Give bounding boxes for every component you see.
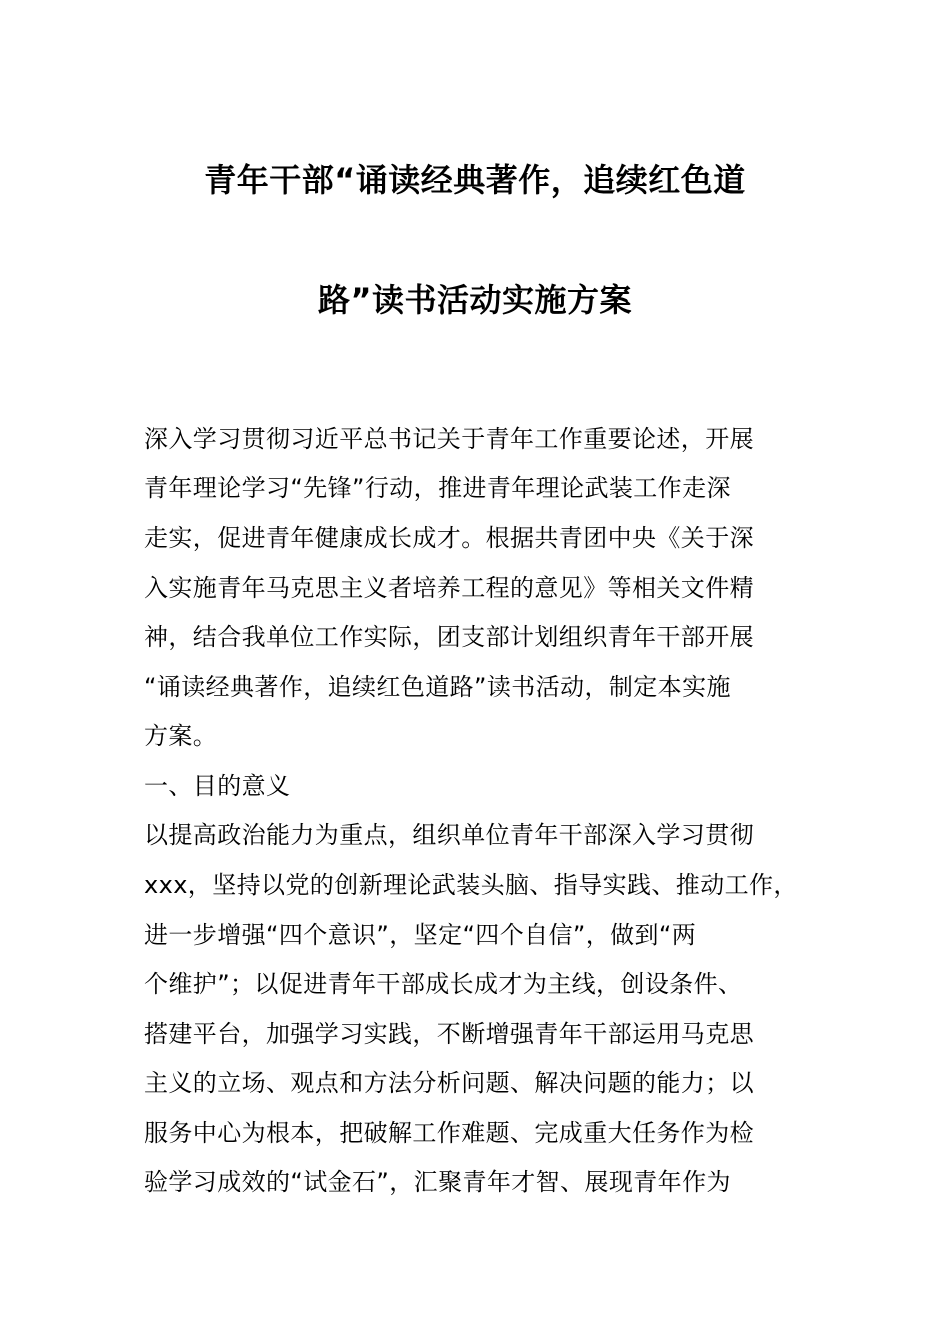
body-line-1: 深入学习贯彻习近平总书记关于青年工作重要论述，开展 bbox=[144, 425, 754, 453]
body-line-15: 服务中心为根本，把破解工作难题、完成重大任务作为检 bbox=[144, 1119, 754, 1147]
body-line-16: 验学习成效的“试金石”，汇聚青年才智、展现青年作为 bbox=[144, 1168, 731, 1196]
body-line-4: 入实施青年马克思主义者培养工程的意见》等相关文件精 bbox=[144, 574, 754, 602]
document-title-line-2: 路”读书活动实施方案 bbox=[317, 281, 633, 319]
body-line-11: 进一步增强“四个意识”，坚定“四个自信”，做到“两 bbox=[144, 921, 697, 949]
document-title-line-1: 青年干部“诵读经典著作，追续红色道 bbox=[204, 161, 746, 199]
section-heading-1: 一、目的意义 bbox=[144, 772, 291, 800]
body-line-9: 以提高政治能力为重点，组织单位青年干部深入学习贯彻 bbox=[144, 821, 754, 849]
body-line-14: 主义的立场、观点和方法分析问题、解决问题的能力；以 bbox=[144, 1069, 754, 1097]
body-line-7: 方案。 bbox=[144, 722, 218, 750]
body-line-3: 走实，促进青年健康成长成才。根据共青团中央《关于深 bbox=[144, 524, 754, 552]
body-line-5: 神，结合我单位工作实际，团支部计划组织青年干部开展 bbox=[144, 623, 754, 651]
body-line-6: “诵读经典著作，追续红色道路”读书活动，制定本实施 bbox=[144, 673, 731, 701]
body-line-12: 个维护”；以促进青年干部成长成才为主线，创设条件、 bbox=[144, 970, 743, 998]
body-line-13: 搭建平台，加强学习实践，不断增强青年干部运用马克思 bbox=[144, 1020, 754, 1048]
body-line-2: 青年理论学习“先锋”行动，推进青年理论武装工作走深 bbox=[144, 474, 731, 502]
body-line-10: xxx，坚持以党的创新理论武装头脑、指导实践、推动工作， bbox=[144, 871, 798, 899]
